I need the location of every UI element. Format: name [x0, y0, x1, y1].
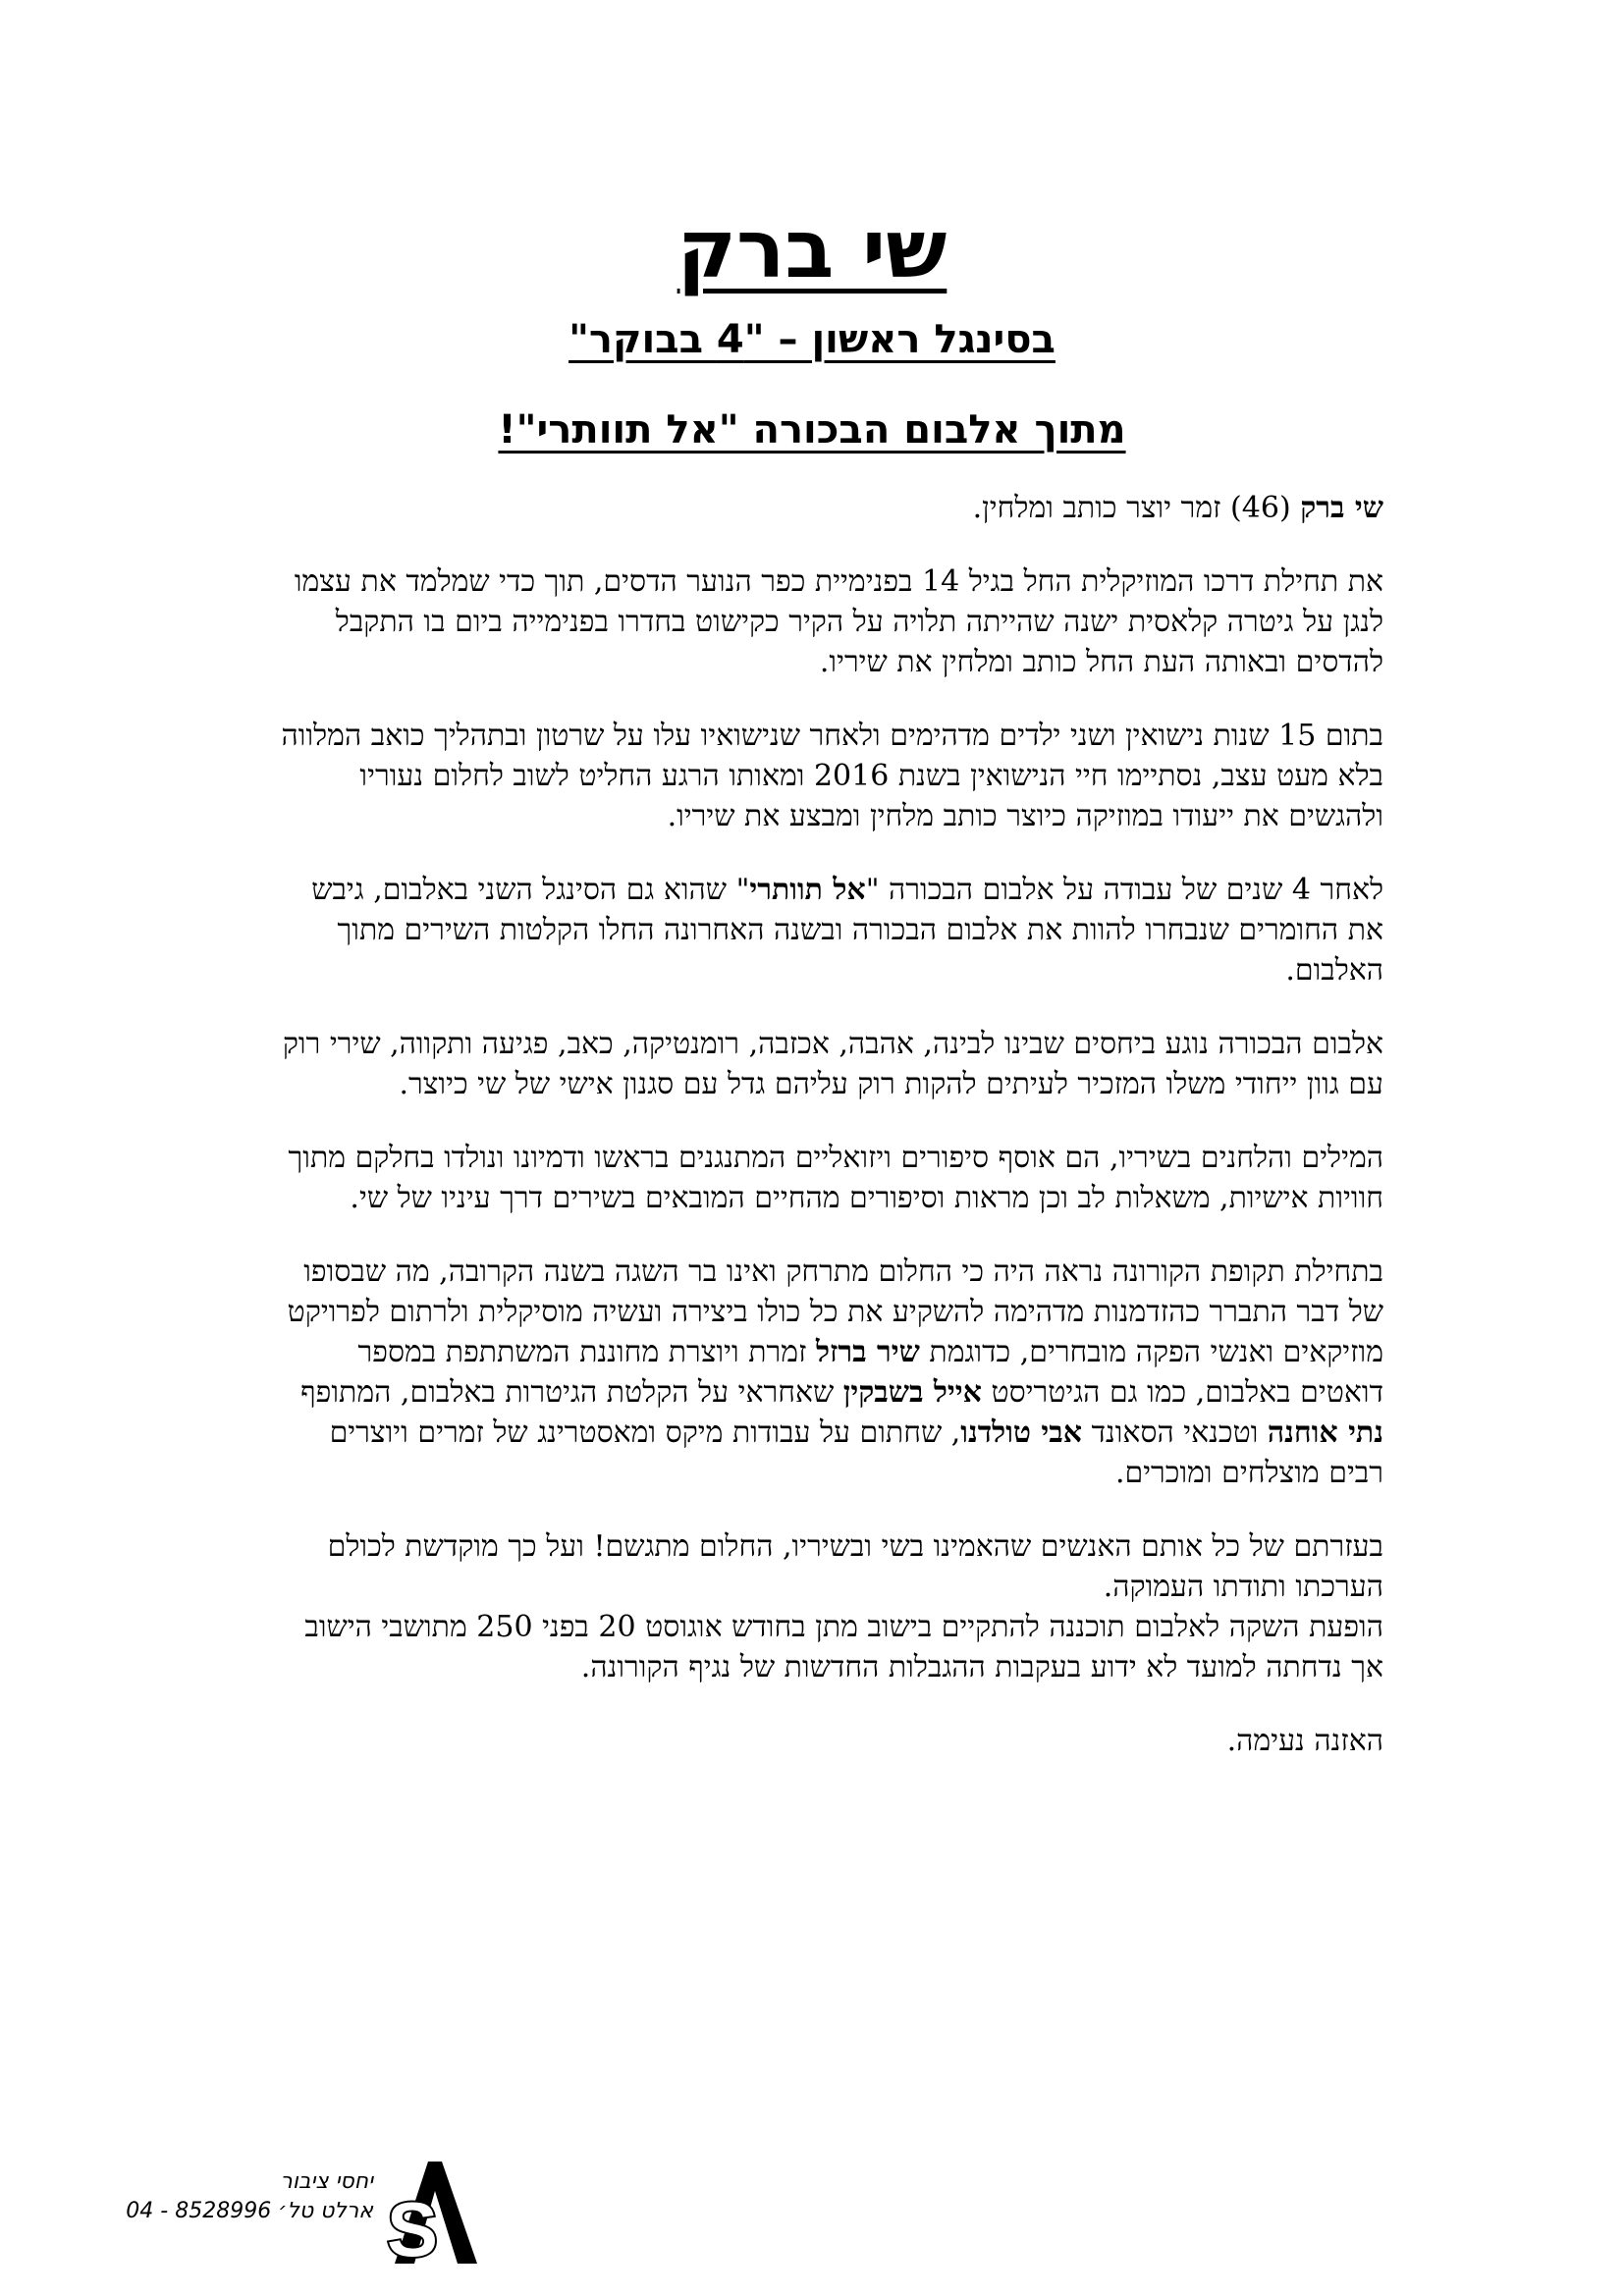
article-body — [274, 488, 1383, 1794]
paragraph-launch-show: הופעת השקה לאלבום תוכננה להתקיים בישוב מתן בחודש אוגוסט 20 בפני 250 מתושבי הישוב אך נדחתה למועד לא ידוע בעקבות ההגבלות החדשות של נגיף הקורונה. — [304, 1610, 1383, 1684]
collaborator-name: נתי אוחנה — [1267, 1415, 1383, 1450]
paragraph-beginnings: את תחילת דרכו המוזיקלית החל בגיל 14 בפנימיית כפר הנוער הדסים, תוך כדי שמלמד את עצמו לנגן על גיטרה קלאסית ישנה שהייתה תלויה על הקיר כקישוט בחדרו בפנימייה ביום בו התקבל להדסים ובאותה העת החל כותב ומלחין את שיריו. — [294, 564, 1383, 679]
paragraph-album-work: לאחר 4 שנים של עבודה על אלבום הבכורה "אל תוותרי" שהוא גם הסינגל השני באלבום, גיבש את החומרים שנבחרו להוות את אלבום הבכורה ובשנה האחרונה החלו הקלטות השירים מתוך האלבום. — [311, 873, 1383, 988]
intro-paragraph — [274, 488, 1383, 528]
pr-agency-phone: ארלט טל׳ 8528996 - 04 — [126, 2199, 373, 2223]
paragraph-album-themes: אלבום הבכורה נוגע ביחסים שבינו לבינה, אהבה, אכזבה, רומנטיקה, כאב, פגיעה ותקווה, שירי רוק עם גוון ייחודי משלו המזכיר לעיתים להקות רוק עליהם גדל עם סגנון אישי של שי כיוצר. — [282, 1027, 1383, 1101]
pr-agency-logo — [116, 2158, 479, 2266]
paragraph-collaborators: בתחילת תקופת הקורונה נראה היה כי החלום מתרחק ואינו בר השגה בשנה הקרובה, מה שבסופו של דבר התברר כהזדמנות מדהימה להשקיע את כל כולו ביצירה ועשיה מוסיקלית ולרתום לפרויקט מוזיקאים ואנשי הפקה מובחרים, כדוגמת שיר ברזל זמרת ויוצרת מחוננת המשתתפת במספר דואטים באלבום, כמו גם הגיטריסט אייל בשבקין שאחראי על הקלטת הגיטרות באלבום, המתופף נתי אוחנה וטכנאי הסאונד אבי טולדנו, שחתום על עבודות מיקס ומאסטרינג של זמרים ויוצרים רבים מוצלחים ומוכרים. — [287, 1255, 1383, 1490]
collaborator-name: אבי טולדנו — [960, 1415, 1083, 1450]
subtitle-single: בסינגל ראשון – "4 בבוקר" — [568, 317, 1056, 362]
pr-agency-text — [116, 2167, 373, 2226]
collaborator-name: שיר ברזל — [815, 1335, 920, 1369]
collaborator-name: אייל בשבקין — [842, 1375, 982, 1410]
paragraph-thanks: בעזרתם של כל אותם האנשים שהאמינו בשי ובשיריו, החלום מתגשם! ועל כך מוקדשת לכולם הערכתו ותודתו העמוקה. — [327, 1529, 1383, 1604]
sa-logo-icon — [373, 2158, 481, 2266]
pr-agency-label: יחסי ציבור — [280, 2169, 373, 2194]
svg-text:S: S — [386, 2186, 439, 2266]
page-title: שי ברק — [677, 203, 947, 296]
closing-line: האזנה נעימה. — [1226, 1724, 1383, 1758]
artist-name: שי ברק — [1300, 491, 1383, 525]
album-name: אל תוותרי — [749, 873, 866, 907]
paragraph-turning-point: בתום 15 שנות נישואין ושני ילדים מדהימים ולאחר שנישואיו עלו על שרטון ובתהליך כואב המלווה בלא מעט עצב, נסתיימו חיי הנישואין בשנת 2016 ומאותו הרגע החליט לשוב לחלום נעוריו ולהגשים את ייעודו במוזיקה כיוצר כותב מלחין ומבצע את שיריו. — [281, 719, 1383, 833]
subtitle-album: מתוך אלבום הבכורה "אל תוותרי"! — [498, 407, 1126, 453]
paragraph-lyrics: המילים והלחנים בשיריו, הם אוסף סיפורים ויזואליים המתנגנים בראשו ודמיונו ונולדו בחלקם מתוך חוויות אישיות, משאלות לב וכן מראות וסיפורים מהחיים המובאים בשירים דרך עיניו של שי. — [288, 1141, 1383, 1215]
intro-text: (46) זמר יוצר כותב ומלחין. — [972, 491, 1301, 525]
